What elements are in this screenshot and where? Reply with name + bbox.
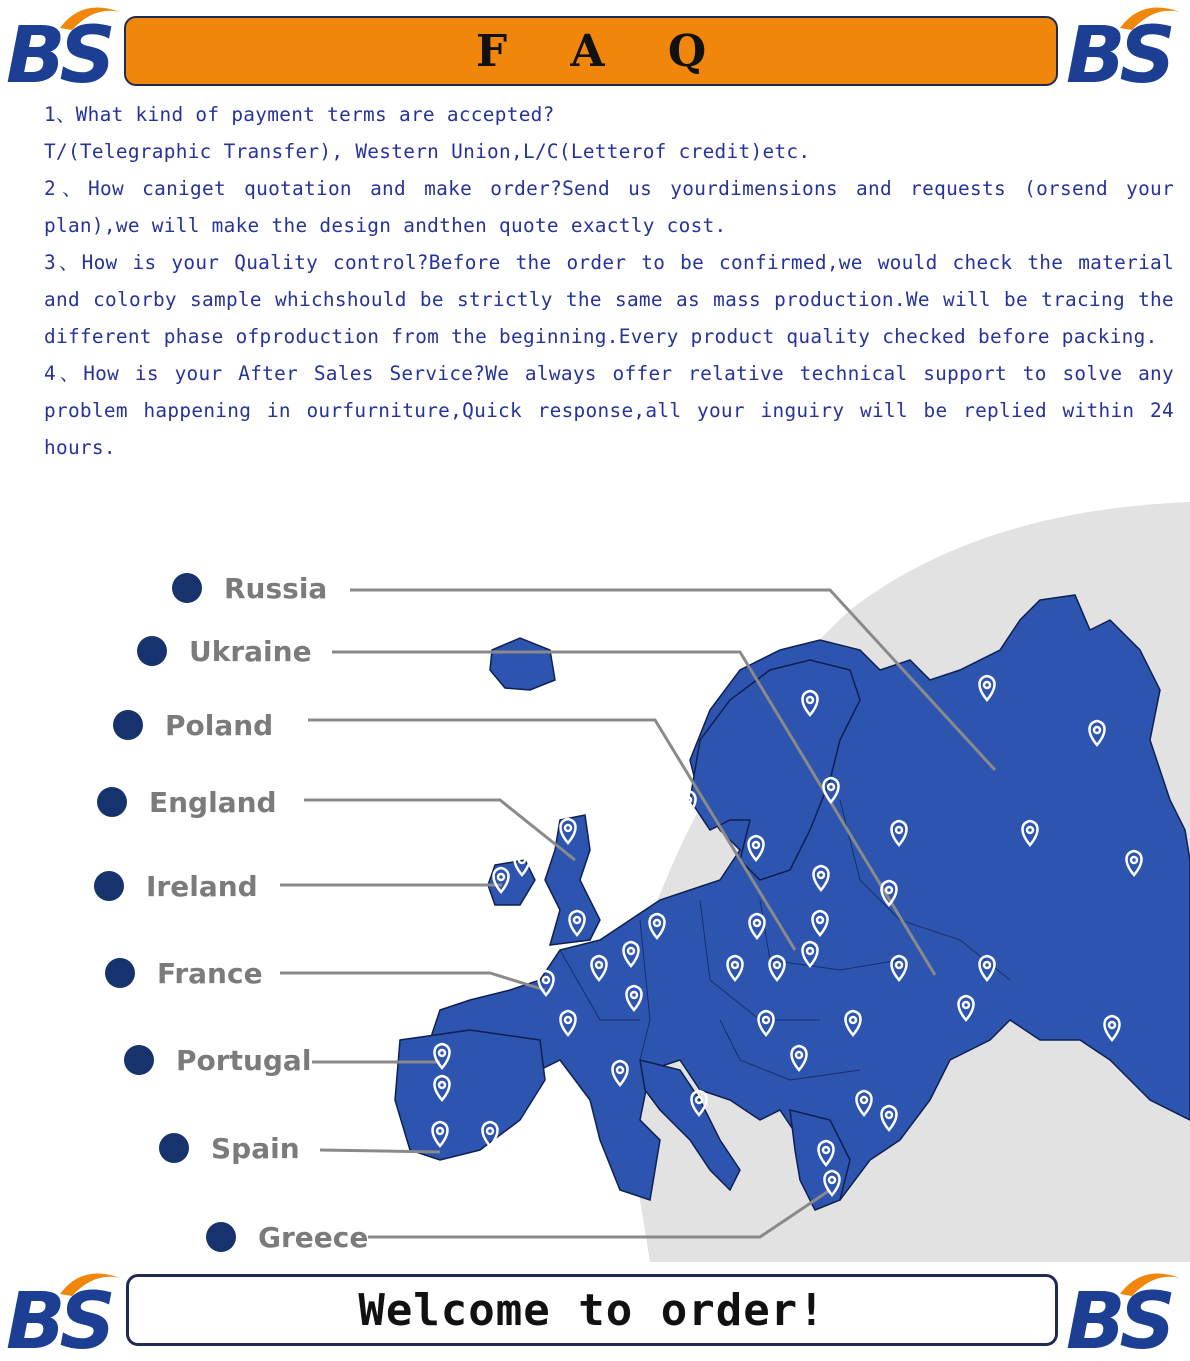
country-france: France <box>105 953 263 993</box>
bullet-dot <box>206 1222 236 1252</box>
svg-text:BS: BS <box>6 1277 110 1352</box>
faq-title: F A Q <box>475 25 731 77</box>
svg-text:BS: BS <box>1066 11 1170 86</box>
bs-logo-bottom-left <box>2 1268 126 1352</box>
bullet-dot <box>113 710 143 740</box>
faq-line: 2、How caniget quotation and make order?Send us yourdimensions and requests (orsend your plan),we will make the design andthen quote exactly cost. <box>44 177 1174 237</box>
bullet-dot <box>124 1045 154 1075</box>
country-ireland: Ireland <box>94 866 258 906</box>
country-spain: Spain <box>159 1128 300 1168</box>
faq-line: 3、How is your Quality control?Before the order to be confirmed,we would check the material and colorby sample whichshould be strictly the same as mass production.We will be tracing the different phase ofproduction from the beginning.Every product quality checked before packing. <box>44 251 1174 348</box>
bullet-dot <box>172 573 202 603</box>
country-greece: Greece <box>206 1217 368 1257</box>
country-ukraine: Ukraine <box>137 631 312 671</box>
faq-title-bar <box>124 16 1058 86</box>
faq-line: T/(Telegraphic Transfer), Western Union,L/C(Letterof credit)etc. <box>44 140 811 163</box>
bullet-dot <box>137 636 167 666</box>
bullet-dot <box>97 787 127 817</box>
country-portugal: Portugal <box>124 1040 311 1080</box>
faq-line: 4、How is your After Sales Service?We always offer relative technical support to solve any problem happening in ourfurniture,Quick response,all your inguiry will be replied within 24 hours. <box>44 362 1174 459</box>
faq-line: 1、What kind of payment terms are accepted? <box>44 103 555 126</box>
svg-text:BS: BS <box>1066 1277 1170 1352</box>
country-england: England <box>97 782 277 822</box>
bs-logo-bottom-right <box>1062 1268 1186 1352</box>
bullet-dot <box>159 1133 189 1163</box>
country-poland: Poland <box>113 705 273 745</box>
faq-content <box>44 96 1174 466</box>
bs-logo-top-right <box>1062 2 1186 86</box>
export-map <box>0 500 1190 1262</box>
welcome-banner <box>126 1274 1058 1346</box>
bs-logo-top-left <box>2 2 126 86</box>
bullet-dot <box>94 871 124 901</box>
welcome-text: Welcome to order! <box>358 1284 826 1336</box>
country-russia: Russia <box>172 568 327 608</box>
bullet-dot <box>105 958 135 988</box>
svg-text:BS: BS <box>6 11 110 86</box>
